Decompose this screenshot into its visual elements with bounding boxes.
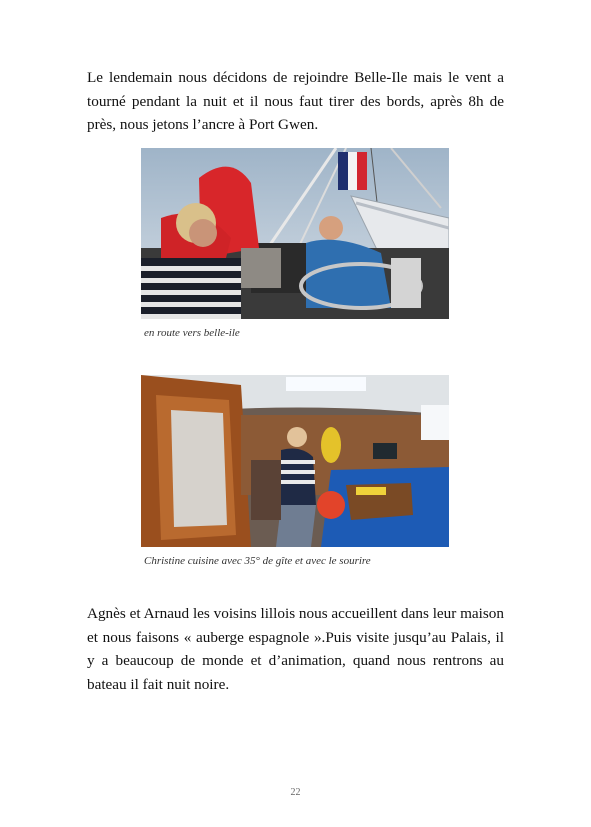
page-number: 22 [290,787,301,798]
sailing-photo [141,148,449,319]
cabin-photo-illustration [141,375,449,547]
paragraph-intro: Le lendemain nous décidons de rejoindre Belle-Ile mais le vent a tourné pendant la nuit et il nous faut tirer des bords, après 8h de près, nous jetons l’ancre à Port Gwen. [87,69,504,133]
sailing-photo-illustration [141,148,449,319]
photo-caption: en route vers belle-ile [144,327,240,339]
paragraph-evening: Agnès et Arnaud les voisins lillois nous accueillent dans leur maison et nous faisons « auberge espagnole ».Puis visite jusqu’au Palais, il y a beaucoup de monde et d’animation, quand nous rentrons au bateau il fait nuit noire. [87,605,504,693]
photo-caption: Christine cuisine avec 35° de gîte et avec le sourire [144,555,371,567]
cabin-photo [141,375,449,547]
